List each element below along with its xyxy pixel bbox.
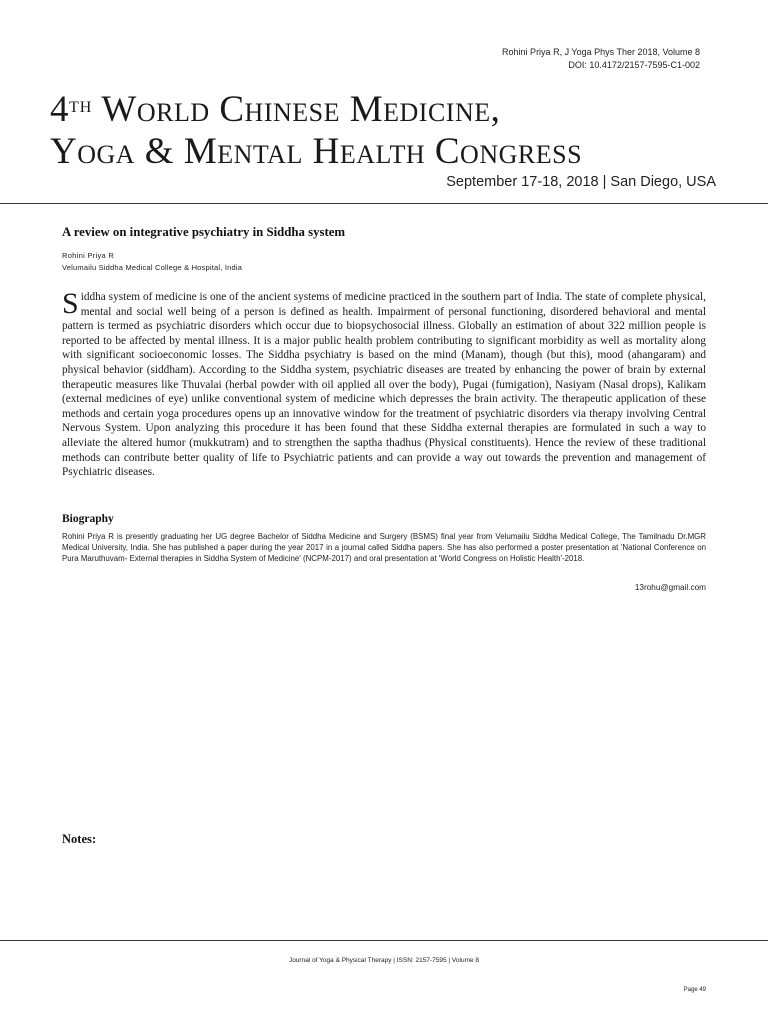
conference-title-line1	[50, 84, 740, 131]
drop-cap: S	[62, 287, 79, 320]
page-number: Page 49	[683, 987, 706, 993]
conference-title	[50, 84, 740, 173]
author-affiliation: Velumailu Siddha Medical College & Hospital, India	[62, 263, 243, 272]
notes-label: Notes:	[62, 832, 97, 846]
title-ordinal-suffix: th	[69, 92, 93, 117]
journal-footer: Journal of Yoga & Physical Therapy | ISSN: 2157-7595 | Volume 8	[288, 957, 480, 964]
conference-title-line2: Yoga & Mental Health Congress	[50, 131, 583, 172]
title-number: 4	[50, 89, 69, 130]
citation-line: Rohini Priya R, J Yoga Phys Ther 2018, Volume 8	[502, 47, 700, 57]
abstract-text: iddha system of medicine is one of the ancient systems of medicine practiced in the southern part of India. The state of complete physical, mental and social well being of a person is defined as health. Impairment of personal functioning, disordered behavioral and mental pattern is termed as psychiatric disorders which occur due to biopsychosocial illness. Globally an estimation of about 322 million people is reported to be affected by mental illness. It is a major public health problem contributing to significant morbidity as well as mortality along with significant socioeconomic losses. The Siddha psychiatry is based on the mind (Manam), though (but this), mood (ahangaram) and physical behavior (siddham). According to the Siddha system, psychiatric diseases are treated by enhancing the power of brain by external therapeutic measures like Thuvalai (herbal powder with oil applied all over the body), Pugai (fumigation), Nasiyam (Nasal drops), Kalikam (external medicines of eye) unlike conventional system of medicine which depresses the brain activity. The therapeutic application of these methods and certain yoga procedures opens up an innovative window for the treatment of psychiatric disorders via therapy involving Central Nervous System. Upon analyzing this procedure it has been found that these Siddha external therapies are formulated in such a way to alleviate the altered humor (mukkutram) and to strengthen the saptha thadhus (Physical constituents). Hence the review of these traditional methods can contribute better quality of life to Psychiatric patients and can provide a way out towards the prevention and management of Psychiatric diseases.	[62, 291, 706, 479]
author-name: Rohini Priya R	[62, 251, 115, 260]
biography-text: Rohini Priya R is presently graduating her UG degree Bachelor of Siddha Medicine and Surgery (BSMS) final year from Velumailu Siddha Medical College, The Tamilnadu Dr.MGR Medical University, India. She has published a paper during the year 2017 in a journal called Siddha papers. She has also performed a poster presentation at 'National Conference on Pura Maruthuvam- External therapies in Siddha System of Medicine' (NCPM-2017) and oral presentation at 'World Congress on Holistic Health'-2018.	[62, 532, 706, 564]
biography-heading: Biography	[62, 513, 114, 525]
article-title: A review on integrative psychiatry in Siddha system	[62, 225, 346, 239]
conference-date-location: September 17-18, 2018 | San Diego, USA	[446, 174, 716, 190]
citation-block	[502, 46, 700, 72]
title-line1-text: World Chinese Medicine,	[101, 89, 501, 130]
abstract	[62, 287, 706, 480]
doi-line: DOI: 10.4172/2157-7595-C1-002	[568, 60, 700, 70]
header-divider	[0, 203, 768, 204]
footer-divider	[0, 940, 768, 941]
author-email: 13rohu@gmail.com	[634, 583, 706, 592]
